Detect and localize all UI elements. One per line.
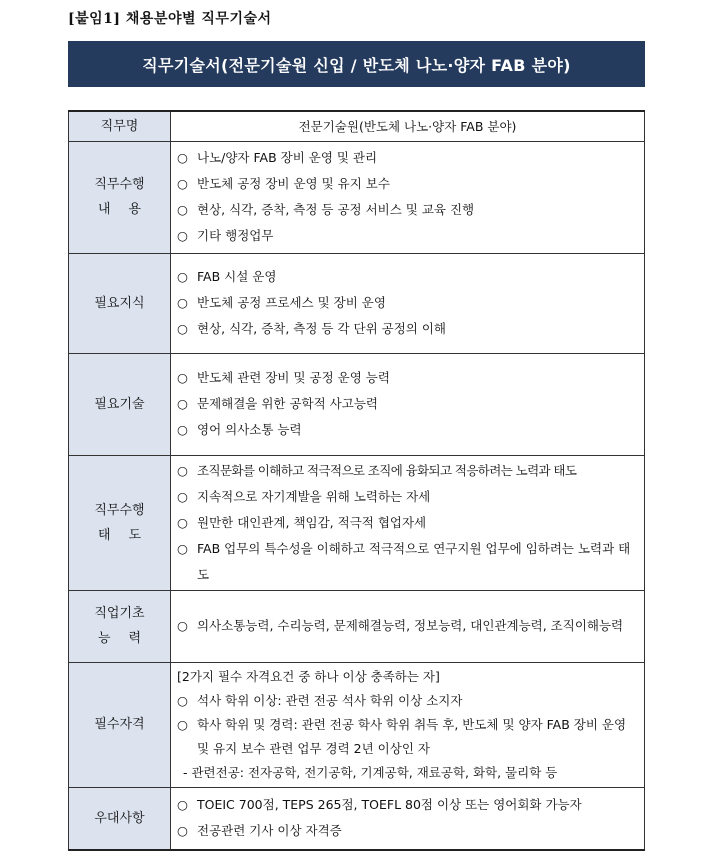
table-row-attitude: [69, 455, 645, 590]
knowledge-item-2: 반도체 공정 프로세스 및 장비 운영: [197, 295, 386, 310]
skills-content: [171, 353, 645, 455]
list-item: [177, 171, 634, 197]
required-item-2: 학사 학위 및 경력: 관련 전공 학사 학위 취득 후, 반도체 및 양자 FAB 장비 운영 및 유지 보수 관련 업무 경력 2년 이상인 자: [197, 716, 627, 756]
attitude-item-1: 조직문화를 이해하고 적극적으로 조직에 융화되고 적응하려는 노력과 태도: [197, 462, 577, 478]
document-title-banner: 직무기술서(전문기술원 신입 / 반도체 나노·양자 FAB 분야): [68, 41, 645, 87]
bullet-mark: ○: [177, 618, 188, 633]
basic-label-line2: 능력: [97, 631, 160, 646]
list-item: [177, 365, 634, 391]
bullet-mark: ○: [177, 692, 188, 708]
basic-content: [171, 590, 645, 662]
attitude-item-3: 원만한 대인관계, 책임감, 적극적 협업자세: [197, 514, 427, 530]
list-item: [177, 145, 634, 171]
duty-item-4: 기타 행정업무: [197, 228, 274, 243]
list-item: [177, 458, 634, 484]
list-item: [177, 391, 634, 417]
list-item: [177, 264, 634, 290]
attitude-item-2: 지속적으로 자기계발을 위해 노력하는 자세: [197, 488, 431, 504]
bullet-mark: ○: [177, 202, 188, 217]
list-item: [177, 792, 634, 818]
bullet-mark: ○: [177, 370, 188, 385]
list-item: [177, 417, 634, 443]
bullet-mark: ○: [177, 295, 188, 310]
preferred-item-2: 전공관련 기사 이상 자격증: [197, 823, 342, 839]
duties-label-line1: 직무수행: [94, 177, 145, 192]
knowledge-item-1: FAB 시설 운영: [197, 269, 277, 284]
preferred-label: 우대사항: [69, 787, 171, 850]
basic-label-line1: 직업기초: [94, 606, 145, 621]
bullet-mark: ○: [177, 823, 188, 839]
list-item: [177, 713, 634, 761]
bullet-mark: ○: [177, 176, 188, 191]
list-item: [177, 510, 634, 536]
skills-item-1: 반도체 관련 장비 및 공정 운영 능력: [197, 370, 390, 385]
job-title-value: 전문기술원(반도체 나노·양자 FAB 분야): [171, 111, 645, 141]
duties-content: [171, 141, 645, 253]
list-item: [177, 316, 634, 342]
table-row-knowledge: [69, 253, 645, 353]
duty-item-1: 나노/양자 FAB 장비 운영 및 관리: [197, 150, 378, 165]
table-row-basic: [69, 590, 645, 662]
bullet-mark: ○: [177, 422, 188, 437]
bullet-mark: ○: [177, 514, 188, 530]
skills-label: 필요기술: [69, 353, 171, 455]
duty-item-2: 반도체 공정 장비 운영 및 유지 보수: [197, 176, 390, 191]
header-label: 직무명: [69, 111, 171, 141]
knowledge-content: [171, 253, 645, 353]
bullet-mark: ○: [177, 462, 188, 478]
job-description-table: [68, 110, 645, 851]
bullet-mark: ○: [177, 321, 188, 336]
required-major-note: - 관련전공: 전자공학, 전기공학, 기계공학, 재료공학, 화학, 물리학 등: [183, 764, 558, 780]
attitude-item-4: FAB 업무의 특수성을 이해하고 적극적으로 연구지원 업무에 임하려는 노력과 태도: [197, 540, 631, 582]
list-item: [177, 613, 634, 639]
bullet-mark: ○: [177, 797, 188, 813]
attitude-label-line2: 태도: [97, 527, 160, 543]
basic-label: [69, 590, 171, 662]
list-item: [177, 197, 634, 223]
list-item: [177, 689, 634, 713]
bullet-mark: ○: [177, 150, 188, 165]
attitude-label-line1: 직무수행: [94, 502, 145, 518]
knowledge-item-3: 현상, 식각, 증착, 측정 등 각 단위 공정의 이해: [197, 321, 446, 336]
bullet-mark: ○: [177, 228, 188, 243]
table-row-header: [69, 111, 645, 141]
bullet-mark: ○: [177, 716, 188, 732]
table-row-preferred: [69, 787, 645, 850]
preferred-content: [171, 787, 645, 850]
required-intro: [2가지 필수 자격요건 중 하나 이상 충족하는 자]: [177, 668, 440, 684]
list-item: [177, 484, 634, 510]
skills-item-3: 영어 의사소통 능력: [197, 422, 302, 437]
table-row-required: [69, 662, 645, 787]
list-item: [177, 290, 634, 316]
list-item: [177, 818, 634, 844]
required-label: 필수자격: [69, 662, 171, 787]
table-row-skills: [69, 353, 645, 455]
knowledge-label: 필요지식: [69, 253, 171, 353]
table-row-duties: [69, 141, 645, 253]
attitude-label: [69, 455, 171, 590]
duties-label-line2: 내용: [97, 202, 160, 217]
basic-item-1: 의사소통능력, 수리능력, 문제해결능력, 정보능력, 대인관계능력, 조직이해능력: [197, 618, 624, 633]
list-item: [177, 536, 634, 588]
bullet-mark: ○: [177, 269, 188, 284]
duties-label: [69, 141, 171, 253]
required-content: [171, 662, 645, 787]
bullet-mark: ○: [177, 540, 188, 556]
attitude-content: [171, 455, 645, 590]
required-item-1: 석사 학위 이상: 관련 전공 석사 학위 이상 소지자: [197, 692, 463, 708]
bullet-mark: ○: [177, 488, 188, 504]
skills-item-2: 문제해결을 위한 공학적 사고능력: [197, 396, 378, 411]
attachment-label: [붙임1] 채용분야별 직무기술서: [68, 11, 272, 27]
bullet-mark: ○: [177, 396, 188, 411]
list-item: [177, 223, 634, 249]
preferred-item-1: TOEIC 700점, TEPS 265점, TOEFL 80점 이상 또는 영어회화 가능자: [197, 797, 582, 813]
duty-item-3: 현상, 식각, 증착, 측정 등 공정 서비스 및 교육 진행: [197, 202, 475, 217]
